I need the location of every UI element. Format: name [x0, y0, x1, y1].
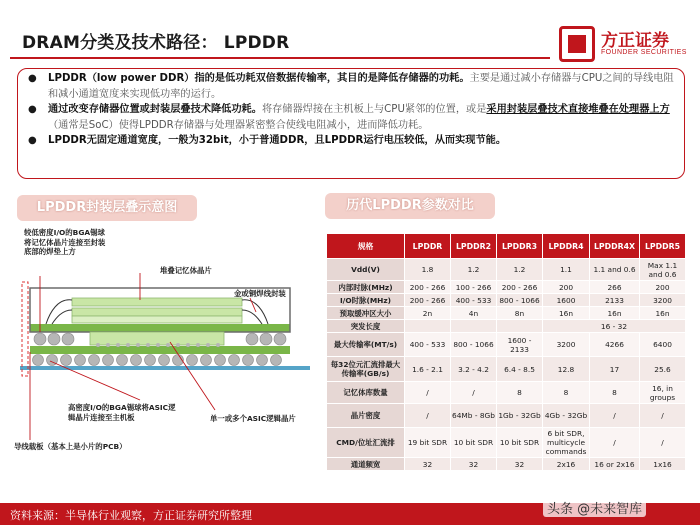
table-header-lpddr5: LPDDR5 — [640, 234, 686, 259]
row-label: I/O时脉(MHz) — [327, 294, 405, 307]
summary-bullet-1 — [28, 71, 676, 102]
row-label: 最大传输率(MT/s) — [327, 333, 405, 357]
table-cell: 19 bit SDR — [405, 428, 451, 458]
table-body — [327, 259, 686, 471]
label-stacked-dies: 堆叠记忆体晶片 — [160, 266, 212, 275]
logo-en-text: FOUNDER SECURITIES — [601, 49, 687, 56]
table-cell: 266 — [590, 281, 640, 294]
asic-die — [90, 332, 224, 345]
logic-substrate — [30, 346, 290, 354]
table-header-spec: 规格 — [327, 234, 405, 259]
table-cell: / — [405, 404, 451, 428]
table-cell: / — [590, 428, 640, 458]
table-cell: / — [590, 404, 640, 428]
table-cell: 10 bit SDR — [451, 428, 497, 458]
table-row — [327, 307, 686, 320]
table-cell: 6 bit SDR, multicycle commands — [543, 428, 590, 458]
row-label: 预取缓冲区大小 — [327, 307, 405, 320]
logo-mark-icon — [559, 26, 595, 62]
table-cell: 1Gb - 32Gb — [497, 404, 543, 428]
table-row — [327, 333, 686, 357]
table-cell: 800 - 1066 — [451, 333, 497, 357]
table-row — [327, 458, 686, 471]
table-cell: 4n — [451, 307, 497, 320]
table-cell: 12.8 — [543, 357, 590, 382]
table-row — [327, 357, 686, 382]
row-label: 记忆体库数量 — [327, 382, 405, 404]
table-cell: 200 — [640, 281, 686, 294]
label-high-density-bga: 高密度I/O的BGA锡球将ASIC逻 辑晶片连接至主机板 — [68, 403, 176, 422]
table-cell: 32 — [497, 458, 543, 471]
row-label: 内部时脉(MHz) — [327, 281, 405, 294]
table-cell-merged: 16 - 32 — [543, 320, 686, 333]
memory-substrate — [30, 324, 290, 332]
table-cell: 16n — [543, 307, 590, 320]
table-cell: 1.1 — [543, 259, 590, 281]
table-cell: 8 — [543, 382, 590, 404]
row-label: 突发长度 — [327, 320, 405, 333]
table-cell: 1.6 - 2.1 — [405, 357, 451, 382]
table-row — [327, 294, 686, 307]
table-row — [327, 320, 686, 333]
row-label: Vdd(V) — [327, 259, 405, 281]
table-cell: 1.2 — [451, 259, 497, 281]
table-cell: 10 bit SDR — [497, 428, 543, 458]
table-cell: 6400 — [640, 333, 686, 357]
table-row — [327, 281, 686, 294]
table-cell: / — [640, 404, 686, 428]
label-wire-bond: 金或铜焊线封装 — [234, 289, 286, 298]
right-panel-title: 历代LPDDR参数对比 — [325, 193, 495, 219]
table-cell: 200 - 266 — [497, 281, 543, 294]
table-cell: 1.1 and 0.6 — [590, 259, 640, 281]
table-cell: 17 — [590, 357, 640, 382]
table-cell: / — [405, 382, 451, 404]
left-panel-title: LPDDR封装层叠示意图 — [17, 195, 197, 221]
bullet-3-bold: LPDDR无固定通道宽度，一般为32bit，小于普通DDR，且LPDDR运行电压较低，从而实现节能。 — [48, 135, 507, 147]
memory-die-bottom — [72, 316, 242, 323]
table-cell: 1.8 — [405, 259, 451, 281]
summary-bullet-3 — [28, 133, 676, 149]
logo-cn-text: 方正证券 — [601, 31, 669, 51]
table-cell: 16, in groups — [640, 382, 686, 404]
table-cell: 400 - 533 — [451, 294, 497, 307]
table-cell: 1600 - 2133 — [497, 333, 543, 357]
table-row — [327, 428, 686, 458]
title-divider — [10, 57, 550, 59]
table-cell-empty — [405, 320, 451, 333]
memory-die-top — [72, 298, 242, 306]
table-header-lpddr4: LPDDR4 — [543, 234, 590, 259]
table-header-lpddr3: LPDDR3 — [497, 234, 543, 259]
table-cell: 8 — [590, 382, 640, 404]
table-cell: 2x16 — [543, 458, 590, 471]
table-cell: 400 - 533 — [405, 333, 451, 357]
label-substrate: 导线载板（基本上是小片的PCB） — [14, 442, 127, 451]
table-cell: 8 — [497, 382, 543, 404]
lpddr-comparison-table — [326, 233, 686, 471]
table-cell: 200 - 266 — [405, 294, 451, 307]
table-cell: / — [640, 428, 686, 458]
table-row — [327, 259, 686, 281]
table-row — [327, 382, 686, 404]
table-cell: 6.4 - 8.5 — [497, 357, 543, 382]
row-label: 通道频宽 — [327, 458, 405, 471]
bullet-2-text-end: （通常是SoC）使得LPDDR存储器与处理器紧密整合使线电阻减小，进而降低功耗。 — [48, 119, 429, 131]
bullet-1-bold: LPDDR（low power DDR）指的是低功耗双倍数据传输率，其目的是降低存储器的功耗。 — [48, 73, 470, 84]
row-label: 晶片密度 — [327, 404, 405, 428]
table-cell: 800 - 1066 — [497, 294, 543, 307]
table-header-lpddr2: LPDDR2 — [451, 234, 497, 259]
table-cell: 3.2 - 4.2 — [451, 357, 497, 382]
source-note: 资料来源：半导体行业观察，方正证券研究所整理 — [10, 509, 252, 522]
table-cell: 1x16 — [640, 458, 686, 471]
table-cell: 200 - 266 — [405, 281, 451, 294]
table-cell: 1600 — [543, 294, 590, 307]
table-cell: 64Mb - 8Gb — [451, 404, 497, 428]
table-cell: 3200 — [543, 333, 590, 357]
table-cell: 25.6 — [640, 357, 686, 382]
table-cell: Max 1.1 and 0.6 — [640, 259, 686, 281]
summary-bullet-2 — [28, 102, 676, 133]
table-cell: / — [451, 382, 497, 404]
table-cell-empty — [497, 320, 543, 333]
bullet-2-text: 将存储器焊接在主机板上与CPU紧邻的位置，或是 — [261, 104, 487, 116]
table-cell: 4266 — [590, 333, 640, 357]
founder-securities-logo — [557, 24, 692, 64]
summary-box — [17, 68, 685, 179]
table-header-row — [327, 234, 686, 259]
table-cell: 16n — [590, 307, 640, 320]
table-cell: 4Gb - 32Gb — [543, 404, 590, 428]
label-top-bga: 较低密度I/O的BGA锡球 将记忆体晶片连接至封装 底部的焊垫上方 — [24, 228, 106, 257]
memory-die-mid — [72, 308, 242, 316]
page-title: DRAM分类及技术路径： LPDDR — [22, 33, 290, 53]
table-cell-empty — [451, 320, 497, 333]
table-cell: 1.2 — [497, 259, 543, 281]
table-cell: 3200 — [640, 294, 686, 307]
table-cell: 200 — [543, 281, 590, 294]
bullet-2-underlined: 采用封装层叠技术直接堆叠在处理器上方 — [486, 104, 670, 116]
table-header-lpddr: LPDDR — [405, 234, 451, 259]
label-asic: 单一或多个ASIC逻辑晶片 — [210, 414, 296, 423]
table-cell: 100 - 266 — [451, 281, 497, 294]
table-cell: 8n — [497, 307, 543, 320]
row-label: CMD/位址汇流排 — [327, 428, 405, 458]
pop-package-diagram — [10, 228, 324, 498]
watermark: 头条 @未来智库 — [543, 498, 646, 517]
row-label: 每32位元汇流排最大传输率(GB/s) — [327, 357, 405, 382]
bullet-1-text: 主要是通过减小存储器与CPU之间的导线电阻和减小通道宽度来实现低功率的运行。 — [48, 73, 674, 100]
table-cell: 2133 — [590, 294, 640, 307]
table-cell: 32 — [451, 458, 497, 471]
table-cell: 16n — [640, 307, 686, 320]
lower-bga-balls — [33, 355, 282, 366]
bullet-2-bold: 通过改变存储器位置或封装层叠技术降低功耗。 — [48, 104, 262, 116]
table-cell: 2n — [405, 307, 451, 320]
table-cell: 32 — [405, 458, 451, 471]
table-row — [327, 404, 686, 428]
table-header-lpddr4x: LPDDR4X — [590, 234, 640, 259]
table-cell: 16 or 2x16 — [590, 458, 640, 471]
